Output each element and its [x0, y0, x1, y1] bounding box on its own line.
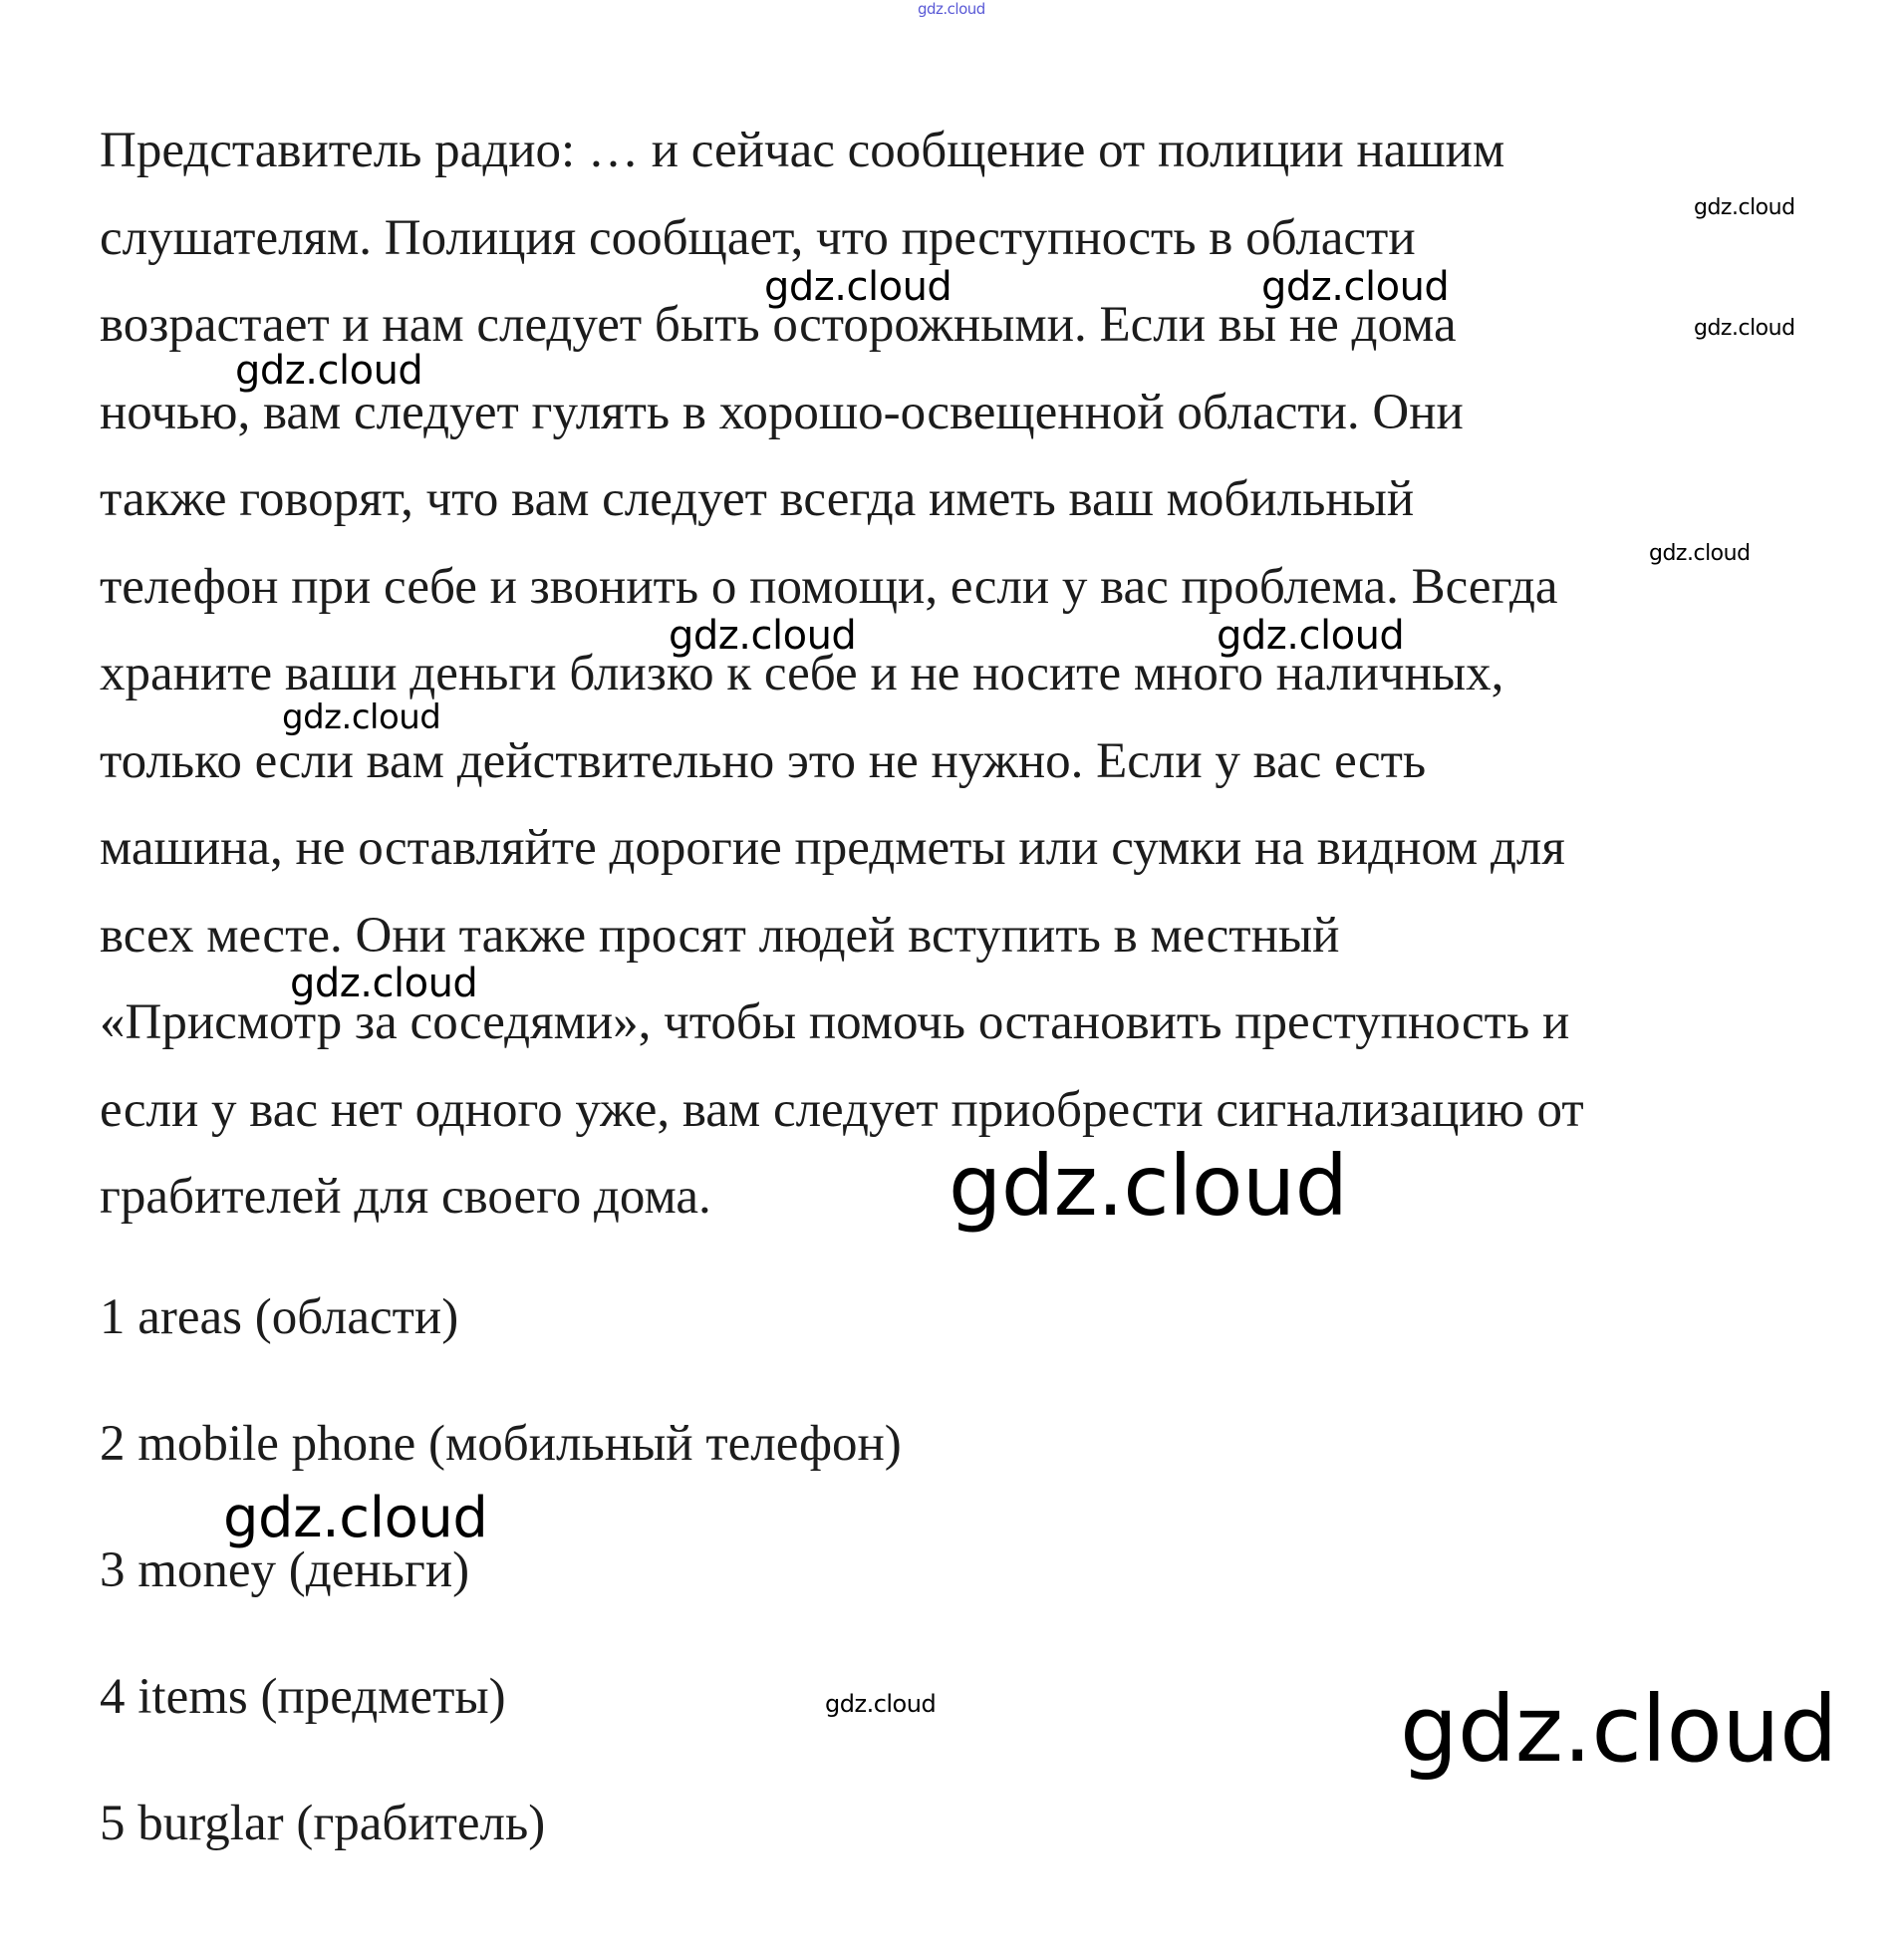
watermark: gdz.cloud	[1217, 613, 1405, 659]
passage-line: грабителей для своего дома.	[100, 1169, 711, 1225]
watermark: gdz.cloud	[949, 1137, 1348, 1235]
watermark: gdz.cloud	[1694, 316, 1795, 341]
passage-line: если у вас нет одного уже, вам следует приобрести сигнализацию от	[100, 1081, 1584, 1138]
watermark: gdz.cloud	[235, 348, 423, 394]
watermark: gdz.cloud	[1649, 541, 1751, 566]
passage-line: всех месте. Они также просят людей вступить в местный	[100, 907, 1340, 964]
passage-line: храните ваши деньги близко к себе и не носите много наличных,	[100, 646, 1504, 701]
answer-list	[100, 1287, 902, 1920]
passage-line: «Присмотр за соседями», чтобы помочь остановить преступность и	[100, 994, 1570, 1050]
passage-line: также говорят, что вам следует всегда иметь ваш мобильный	[100, 471, 1415, 527]
passage-line: только если вам действительно это не нужно. Если у вас есть	[100, 732, 1427, 789]
passage-line: машина, не оставляйте дорогие предметы или сумки на видном для	[100, 820, 1565, 876]
answer-item: 3 money (деньги)	[100, 1542, 470, 1598]
passage-line: возрастает и нам следует быть осторожными. Если вы не дома	[100, 297, 1457, 353]
watermark: gdz.cloud	[825, 1690, 937, 1718]
passage-line: телефон при себе и звонить о помощи, если у вас проблема. Всегда	[100, 558, 1558, 615]
passage-line: Представитель радио: … и сейчас сообщение от полиции нашим	[100, 123, 1505, 178]
watermark: gdz.cloud	[669, 613, 857, 659]
passage-line: ночью, вам следует гулять в хорошо-освещенной области. Они	[100, 384, 1464, 440]
watermark: gdz.cloud	[918, 0, 985, 18]
watermark: gdz.cloud	[223, 1486, 488, 1550]
watermark: gdz.cloud	[764, 264, 952, 310]
watermark: gdz.cloud	[282, 698, 441, 737]
watermark: gdz.cloud	[290, 961, 478, 1006]
answer-item: 5 burglar (грабитель)	[100, 1796, 546, 1851]
passage-line: слушателям. Полиция сообщает, что преступность в области	[100, 209, 1416, 266]
answer-item: 4 items (предметы)	[100, 1669, 506, 1725]
passage-text	[100, 108, 1873, 1242]
watermark: gdz.cloud	[1400, 1676, 1837, 1783]
answer-item: 2 mobile phone (мобильный телефон)	[100, 1416, 902, 1472]
watermark: gdz.cloud	[1694, 195, 1795, 220]
watermark: gdz.cloud	[1261, 264, 1450, 310]
answer-item: 1 areas (области)	[100, 1289, 459, 1345]
